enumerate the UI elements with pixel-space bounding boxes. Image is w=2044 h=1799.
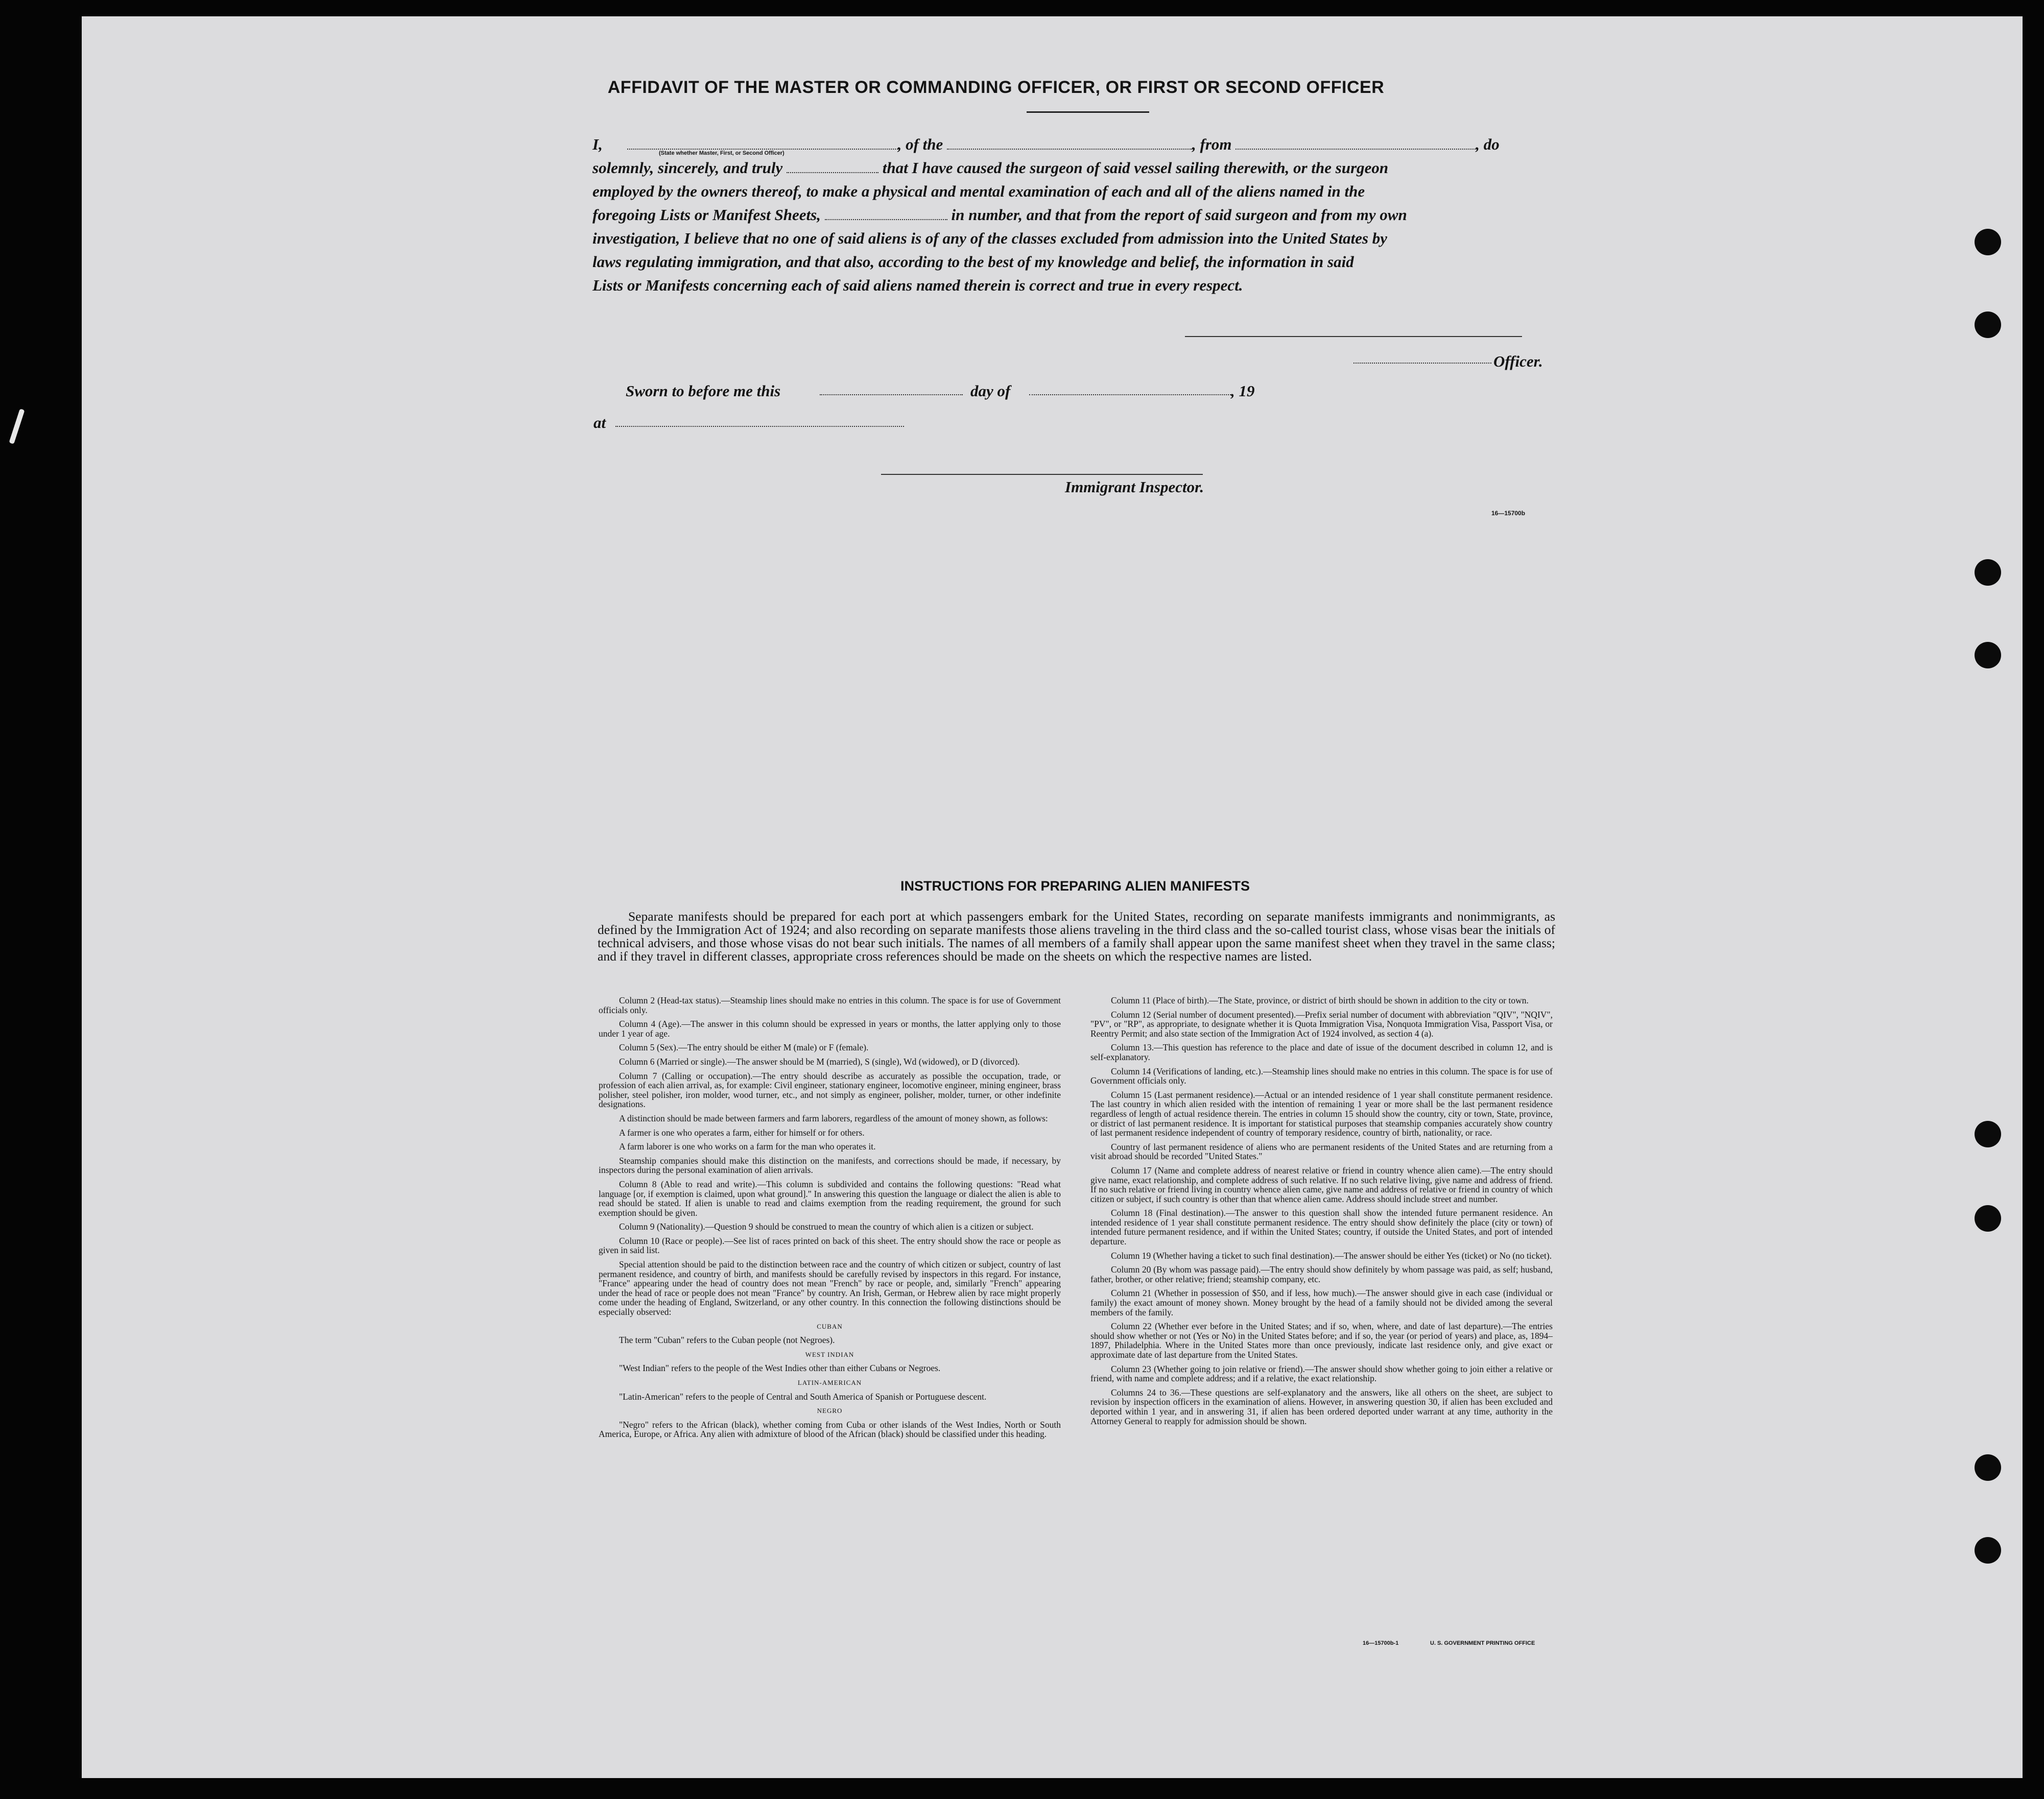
- instruction-paragraph: Column 21 (Whether in possession of $50, and if less, how much).—The answer should give in each case (individual or family) the exact amount of money shown. Money brought by the head of a family should not be divided among the several members of the family.: [1090, 1288, 1553, 1317]
- instruction-paragraph: Column 10 (Race or people).—See list of races printed on back of this sheet. The entry should show the race or people as given in said list.: [599, 1235, 1061, 1256]
- instructions-title: INSTRUCTIONS FOR PREPARING ALIEN MANIFESTS: [900, 878, 1250, 894]
- sworn-day-field[interactable]: [820, 383, 963, 395]
- inspector-label: Immigrant Inspector.: [1065, 478, 1204, 496]
- affidavit-line-6: laws regulating immigration, and that also, according to the best of my knowledge and belief, the information in said: [592, 253, 1354, 271]
- heading-latin-american: LATIN-AMERICAN: [797, 1379, 862, 1386]
- instruction-paragraph: A distinction should be made between farmers and farm laborers, regardless of the amount of money shown, as follows:: [619, 1113, 1048, 1123]
- instructions-right-column: [1090, 996, 1553, 1430]
- heading-negro: NEGRO: [817, 1407, 843, 1415]
- binder-hole: [1975, 1205, 2001, 1232]
- footer-printer: U. S. GOVERNMENT PRINTING OFFICE: [1430, 1640, 1535, 1646]
- instruction-paragraph: "Latin-American" refers to the people of Central and South America of Spanish or Portuguese descent.: [619, 1391, 987, 1402]
- instruction-paragraph: Column 17 (Name and complete address of nearest relative or friend in country whence alien came).—The entry should give name, exact relationship, and complete address of such relative. If no such relative living, give name and address of friend. If no such relative or friend living in country whence alien came, give name and address of relative or friend in country of which citizen or subject, if such country is other than that whence alien came. Address should include street and number.: [1090, 1165, 1553, 1204]
- text-from: , from: [1192, 135, 1232, 153]
- officer-title-field[interactable]: [1353, 352, 1491, 364]
- instruction-paragraph: Column 12 (Serial number of document presented).—Prefix serial number of document with abbreviation "QIV", "NQIV", "PV", or "RP", as appropriate, to designate whether it is Quota Immigration Visa, Nonquota Immigration Visa, Passport Visa, or Reentry Permit; and also state section of the Immigration Act of 1924 involved, as section 4 (a).: [1090, 1009, 1553, 1039]
- instruction-paragraph: Column 4 (Age).—The answer in this column should be expressed in years or months, the latter applying only to those under 1 year of age.: [599, 1019, 1061, 1039]
- instruction-paragraph: Column 22 (Whether ever before in the United States; and if so, when, where, and date of last departure).—The entries should show whether or not (Yes or No) in the United States before; and if so, the year (or period of years) and place, as, 1894–1897, Philadelphia. Where in the United States more than once previously, indicate last residence only, and give exact or approximate date of last departure from the United States.: [1090, 1321, 1553, 1360]
- text-foregoing: foregoing Lists or Manifest Sheets,: [592, 206, 821, 224]
- instruction-paragraph: A farmer is one who operates a farm, either for himself or for others.: [619, 1127, 865, 1138]
- affidavit-title: AFFIDAVIT OF THE MASTER OR COMMANDING OFFICER, OR FIRST OR SECOND OFFICER: [607, 78, 1385, 97]
- binder-hole: [1975, 559, 2001, 586]
- affidavit-body: [592, 133, 1553, 297]
- affidavit-line-3: employed by the owners thereof, to make a physical and mental examination of each and all of the aliens named in the: [592, 182, 1365, 200]
- port-from-field[interactable]: [1235, 137, 1476, 150]
- state-note: (State whether Master, First, or Second Officer): [659, 150, 785, 156]
- instruction-paragraph: Column 8 (Able to read and write).—This column is subdivided and contains the following questions: "Read what language [or, if exemption is claimed, upon what ground]." In answering this question the language or dialect the alien is able to read should be stated. If alien is unable to read and claims exemption from the reading requirement, the ground for such exemption should be given.: [599, 1179, 1061, 1218]
- instruction-paragraph: Column 15 (Last permanent residence).—Actual or an intended residence of 1 year shall constitute permanent residence. The last country in which alien resided with the intention of remaining 1 year or more shall be the last permanent residence regardless of length of actual residence therein. The entries in column 15 should show the country, city or town, State, province, or district of last permanent residence. It is important for statistical purposes that steamship companies accurately show country of last permanent residence independent of country of temporary residence, country of birth, nationality, or race.: [1090, 1089, 1553, 1138]
- text-i: I,: [592, 135, 603, 153]
- form-number: 16—15700b: [1491, 510, 1526, 517]
- officer-rank-field[interactable]: [627, 137, 898, 150]
- instruction-paragraph: Column 20 (By whom was passage paid).—The entry should show definitely by whom passage was paid, as self; husband, father, brother, or other relative; friend; steamship company, etc.: [1090, 1264, 1553, 1284]
- heading-west-indian: WEST INDIAN: [805, 1350, 854, 1358]
- instructions-intro: Separate manifests should be prepared for each port at which passengers embark for the United States, recording on separate manifests immigrants and nonimmigrants, as defined by the Immigration Act of 1924; and also recording on separate manifests those aliens traveling in the third class and the so-called tourist class, whose visas bear the initials of technical advisers, and those whose visas do not bear such initials. The names of all members of a family shall appear upon the same manifest sheet when they travel in the same class; and if they travel in different classes, appropriate cross references should be made on the sheets on which the respective names are listed.: [598, 909, 1555, 964]
- edge-mark: [9, 409, 25, 444]
- instruction-paragraph: Column 5 (Sex).—The entry should be either M (male) or F (female).: [619, 1042, 869, 1053]
- instruction-paragraph: Column 9 (Nationality).—Question 9 should be construed to mean the country of which alien is a citizen or subject.: [619, 1221, 1034, 1232]
- instruction-paragraph: Steamship companies should make this distinction on the manifests, and corrections should be made, if necessary, by inspectors during the personal examination of alien arrivals.: [599, 1155, 1061, 1176]
- instruction-paragraph: Special attention should be paid to the distinction between race and the country of which citizen or subject, country of last permanent residence, and country of birth, and manifests should be carefully revised by inspectors in this regard. For instance, "France" appearing under the head of country does not mean "French" by race or people, and, similarly "French" appearing under the head of race or people does not mean "France" by country. An Irish, German, or Hebrew alien by race might properly come under the heading of England, Switzerland, or any other country. In this connection the following distinctions should be especially observed:: [599, 1259, 1061, 1317]
- binder-hole: [1975, 1537, 2001, 1564]
- instruction-paragraph: Column 18 (Final destination).—The answer to this question shall show the intended future permanent residence. An intended residence of 1 year shall constitute permanent residence. The entry should show definitely the place (city or town) of intended future permanent residence, and if within the United States; country, if outside the United States, and port of intended departure.: [1090, 1208, 1553, 1247]
- instruction-paragraph: Column 19 (Whether having a ticket to such final destination).—The answer should be either Yes (ticket) or No (no ticket).: [1111, 1250, 1552, 1261]
- affidavit-line-4: [592, 203, 1553, 227]
- instruction-paragraph: Column 13.—This question has reference to the place and date of issue of the document described in column 12, and is self-explanatory.: [1090, 1042, 1553, 1062]
- affidavit-line-5: investigation, I believe that no one of said aliens is of any of the classes excluded from admission into the United States by: [592, 229, 1388, 247]
- text-solemnly: solemnly, sincerely, and truly: [592, 159, 783, 177]
- affidavit-line-2: [592, 156, 1553, 180]
- officer-label: Officer.: [1493, 352, 1543, 370]
- instruction-paragraph: "Negro" refers to the African (black), whether coming from Cuba or other islands of the West Indies, North or South America, Europe, or Africa. Any alien with admixture of blood of the African (black) should be classified under this heading.: [599, 1419, 1061, 1440]
- instructions-left-column: [599, 996, 1061, 1444]
- binder-hole: [1975, 311, 2001, 338]
- sworn-place-field[interactable]: [615, 415, 904, 427]
- heading-cuban: CUBAN: [817, 1322, 843, 1330]
- sheet-count-field[interactable]: [825, 208, 947, 220]
- inspector-signature-line[interactable]: [881, 474, 1203, 475]
- instruction-paragraph: The term "Cuban" refers to the Cuban people (not Negroes).: [619, 1335, 835, 1346]
- sworn-label: Sworn to before me this: [626, 382, 781, 400]
- affidavit-line-7: Lists or Manifests concerning each of said aliens named therein is correct and true in every respect.: [592, 276, 1243, 294]
- instruction-paragraph: Columns 24 to 36.—These questions are self-explanatory and the answers, like all others on the sheet, are subject to revision by inspection officers in the examination of aliens. However, in answering question 30, if alien has been excluded and deported within 1 year, and in answering 31, if alien has been ordered deported under warrant at any time, authority in the Attorney General to reapply for admission should be shown.: [1090, 1387, 1553, 1426]
- binder-hole: [1975, 642, 2001, 668]
- text-in-number: in number, and that from the report of said surgeon and from my own: [951, 206, 1407, 224]
- year-label: , 19: [1231, 382, 1255, 400]
- instruction-paragraph: Column 14 (Verifications of landing, etc.).—Steamship lines should make no entries in this column. The space is for use of Government officials only.: [1090, 1066, 1553, 1086]
- instruction-paragraph: "West Indian" refers to the people of the West Indies other than either Cubans or Negroes.: [619, 1363, 941, 1374]
- binder-hole: [1975, 229, 2001, 255]
- title-rule: [1027, 111, 1149, 113]
- text-do: , do: [1476, 135, 1500, 153]
- instruction-paragraph: Column 23 (Whether going to join relative or friend).—The answer should show whether going to join either a relative or friend, with name and complete address; and if a relative, the exact relationship.: [1090, 1363, 1553, 1384]
- binder-hole: [1975, 1454, 2001, 1481]
- day-of-label: day of: [970, 382, 1011, 400]
- instruction-paragraph: A farm laborer is one who works on a farm for the man who operates it.: [619, 1141, 876, 1152]
- footer-form-number: 16—15700b-1: [1363, 1640, 1399, 1646]
- binder-hole: [1975, 1121, 2001, 1147]
- instruction-paragraph: Column 6 (Married or single).—The answer should be M (married), S (single), Wd (widowed), or D (divorced).: [619, 1056, 1020, 1067]
- instruction-paragraph: Column 11 (Place of birth).—The State, province, or district of birth should be shown in addition to the city or town.: [1111, 995, 1529, 1005]
- at-label: at: [593, 414, 606, 431]
- officer-signature-line[interactable]: [1185, 336, 1522, 337]
- text-of-the: , of the: [897, 135, 943, 153]
- vessel-name-field[interactable]: [947, 137, 1192, 150]
- sworn-month-field[interactable]: [1029, 383, 1231, 395]
- instruction-paragraph: Column 2 (Head-tax status).—Steamship lines should make no entries in this column. The space is for use of Government officials only.: [599, 995, 1061, 1015]
- oath-field[interactable]: [787, 161, 878, 173]
- instruction-paragraph: Country of last permanent residence of aliens who are permanent residents of the United States and are returning from a visit abroad should be recorded "United States.": [1090, 1141, 1553, 1162]
- text-surgeon: that I have caused the surgeon of said vessel sailing therewith, or the surgeon: [882, 159, 1389, 177]
- instruction-paragraph: Column 7 (Calling or occupation).—The entry should describe as accurately as possible the occupation, trade, or profession of each alien arrival, as, for example: Civil engineer, stationary engineer, locomotive engineer, mining engineer, brass polisher, steel polisher, iron molder, wood turner, etc., and not simply as engineer, polisher, molder, turner, or other indefinite designations.: [599, 1070, 1061, 1110]
